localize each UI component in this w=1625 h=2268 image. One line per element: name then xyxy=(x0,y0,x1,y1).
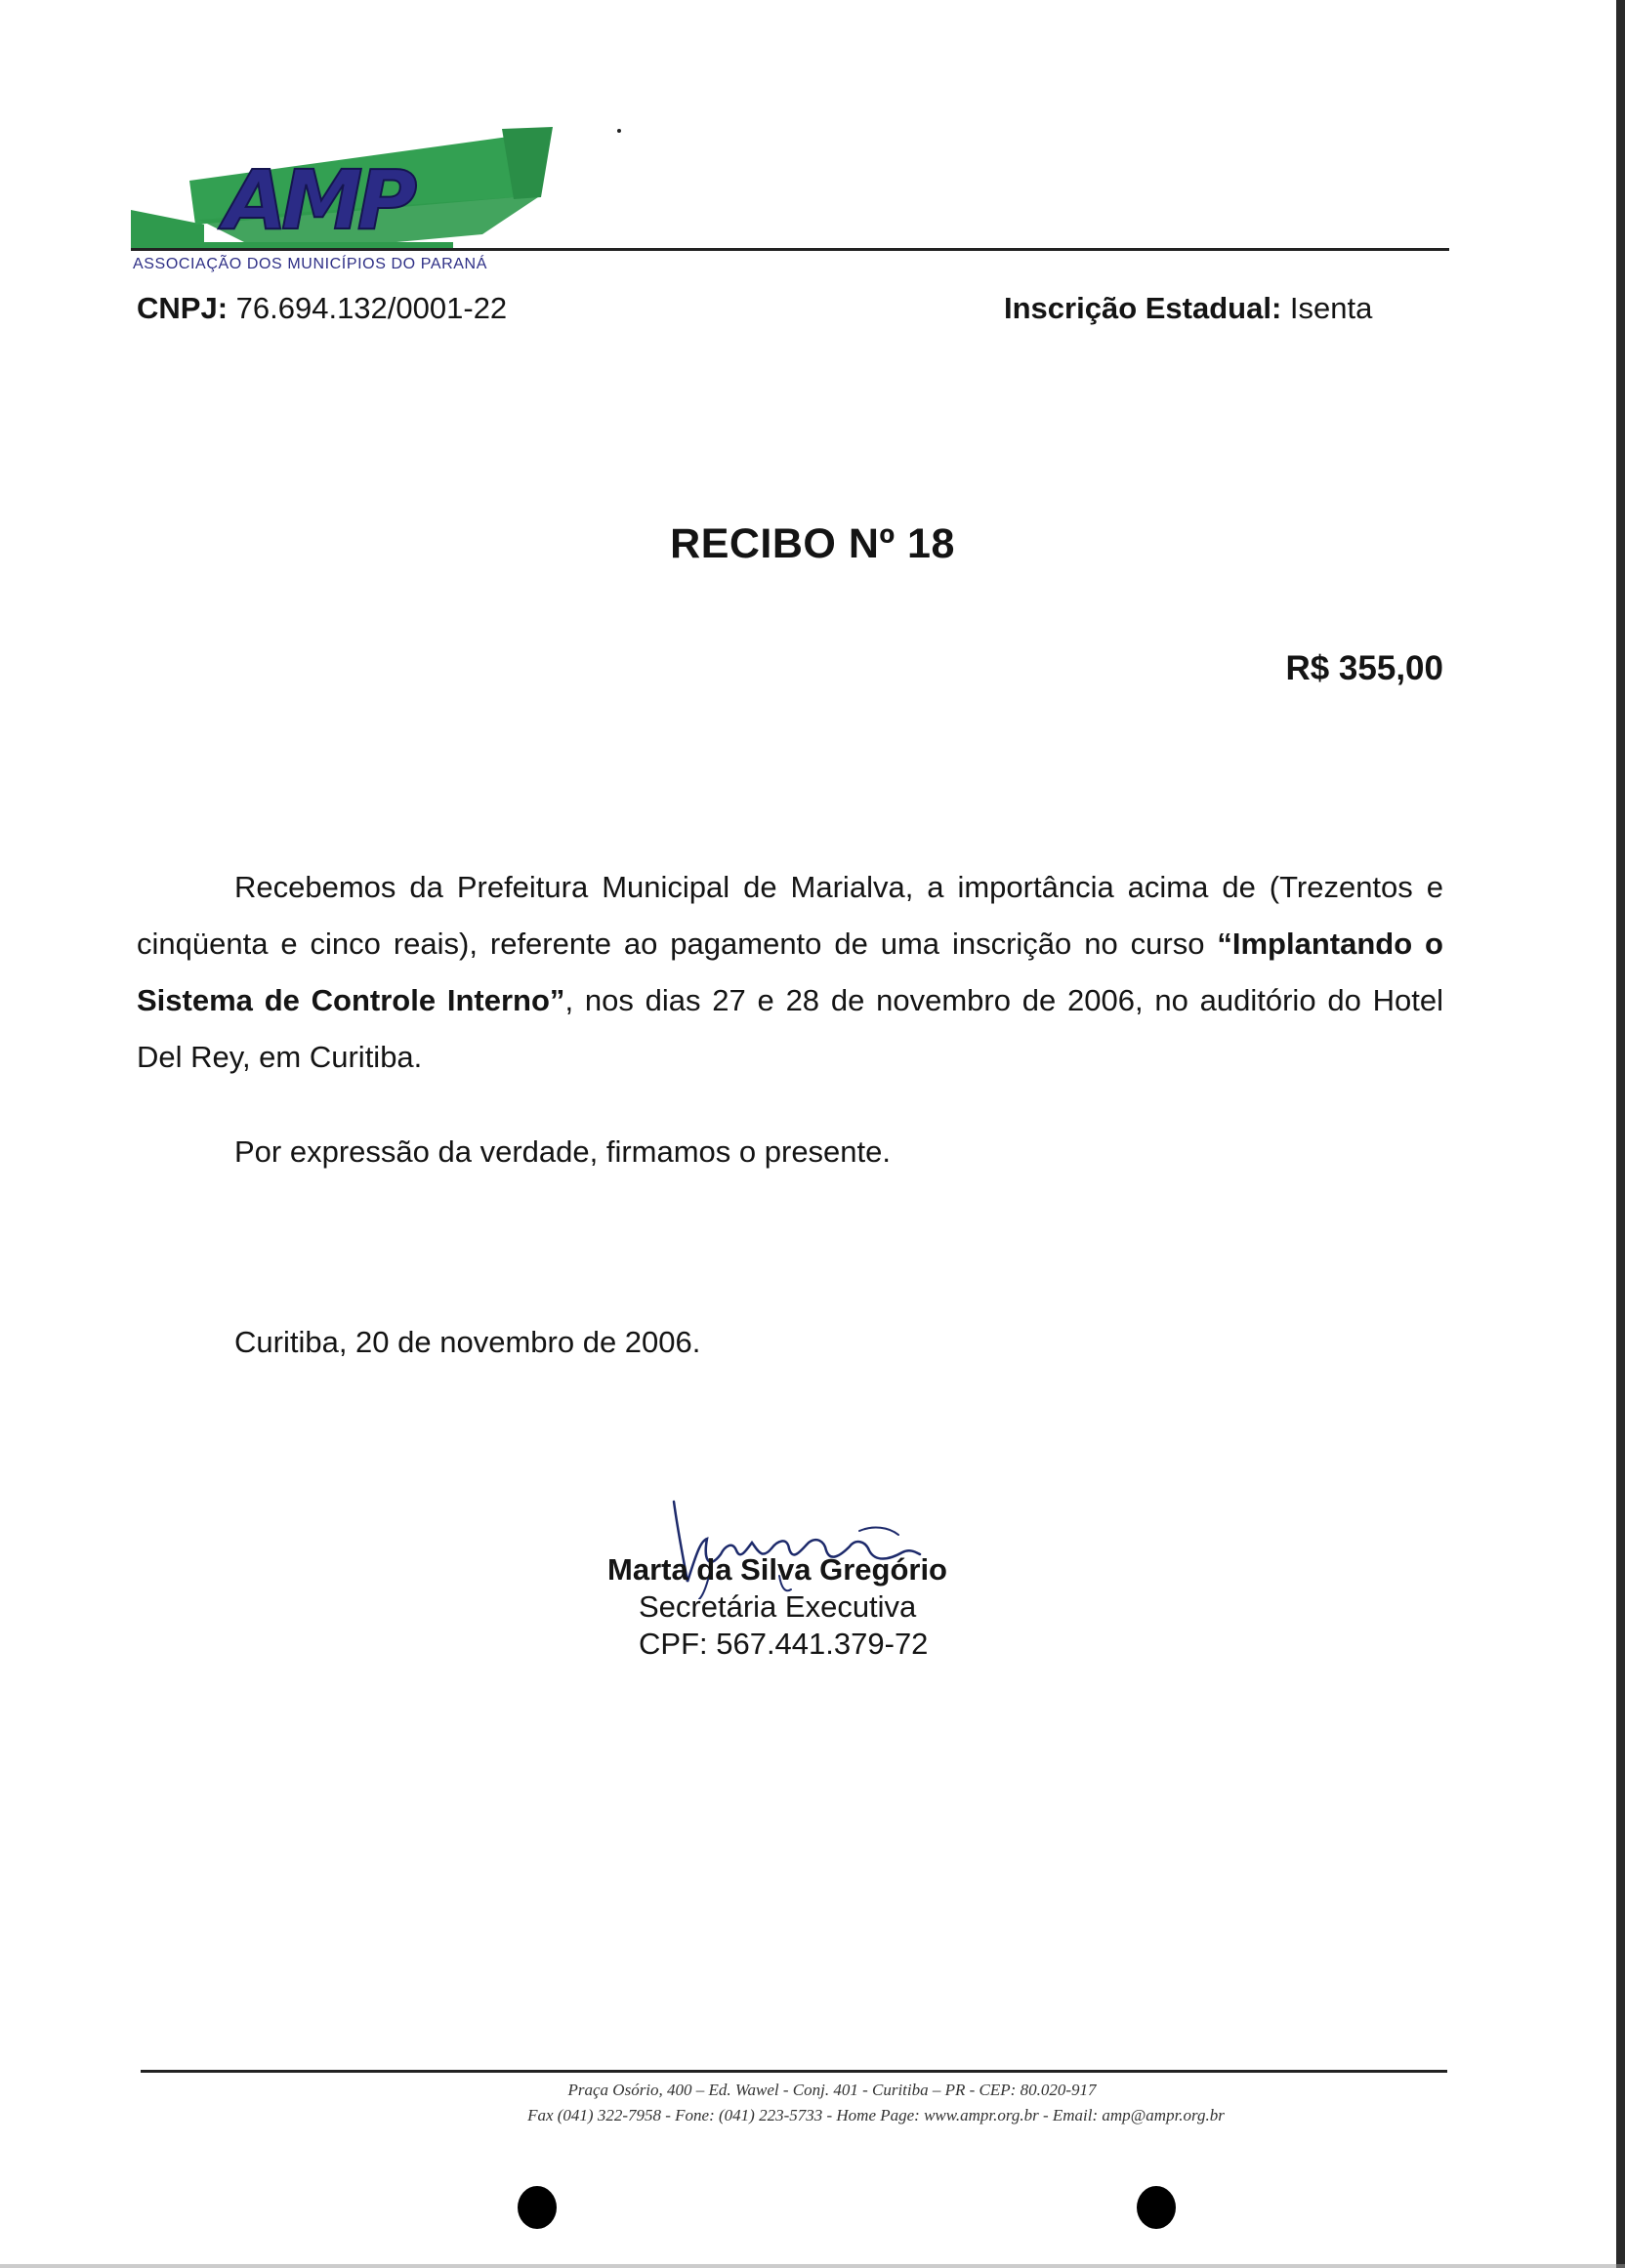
body-part-2: , nos dias 27 e 28 de novembro de 2006, no auditório do Hotel Del Rey, em Curitiba. xyxy=(137,983,1443,1074)
amp-logo xyxy=(131,127,553,259)
binder-hole-left xyxy=(518,2186,557,2229)
place-date: Curitiba, 20 de novembro de 2006. xyxy=(234,1325,701,1359)
footer-contacts: Fax (041) 322-7958 - Fone: (041) 223-5733 - Home Page: www.ampr.org.br - Email: amp@ampr.org.br xyxy=(527,2106,1225,2124)
scan-bottom-edge xyxy=(0,2264,1625,2268)
body-part-1: Recebemos da Prefeitura Municipal de Marialva, a importância acima de (Trezentos e cinqüenta e cinco reais), referente ao pagamento de uma inscrição no curso xyxy=(137,870,1443,961)
scan-edge xyxy=(1616,0,1625,2268)
footer-address: Praça Osório, 400 – Ed. Wawel - Conj. 401 - Curitiba – PR - CEP: 80.020-917 xyxy=(567,2081,1097,2099)
signatory-name: Marta da Silva Gregório xyxy=(607,1552,947,1587)
header-divider xyxy=(131,248,1449,251)
binder-hole-right xyxy=(1137,2186,1176,2229)
course-name: “Implantando o Sistema de Controle Interno” xyxy=(137,927,1443,1017)
svg-text:AMP: AMP xyxy=(224,152,412,248)
state-registration-label: Inscrição Estadual: xyxy=(1004,291,1282,325)
cnpj-value: 76.694.132/0001-22 xyxy=(235,291,508,325)
receipt-title: RECIBO Nº 18 xyxy=(670,520,955,567)
signatory-cpf: CPF: 567.441.379-72 xyxy=(639,1627,929,1661)
cnpj-label: CNPJ: xyxy=(137,291,229,325)
receipt-body xyxy=(137,859,1443,1086)
amp-logo-graphic xyxy=(131,127,553,259)
declaration-text: Por expressão da verdade, firmamos o presente. xyxy=(234,1134,892,1169)
footer-divider xyxy=(141,2070,1447,2073)
signatory-role: Secretária Executiva xyxy=(639,1589,917,1624)
cnpj-line xyxy=(137,291,507,326)
scan-speck xyxy=(617,129,621,133)
state-registration-line xyxy=(1004,291,1372,326)
signature-block xyxy=(607,1551,979,1663)
logo-caption: ASSOCIAÇÃO DOS MUNICÍPIOS DO PARANÁ xyxy=(133,256,487,272)
receipt-amount: R$ 355,00 xyxy=(1285,649,1443,687)
state-registration-value: Isenta xyxy=(1289,291,1373,325)
